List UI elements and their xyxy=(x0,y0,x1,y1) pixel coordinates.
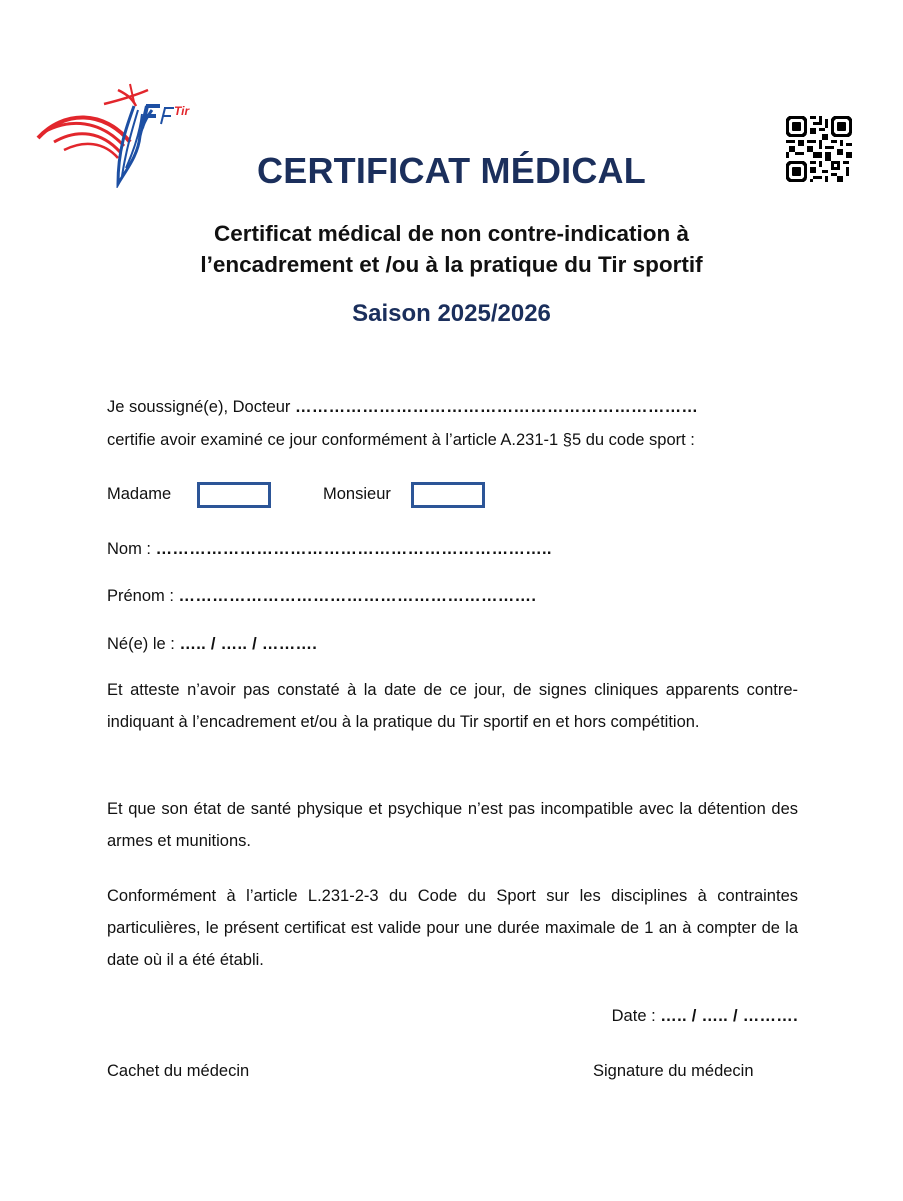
prenom-line xyxy=(107,587,536,606)
prenom-label: Prénom : xyxy=(107,587,174,605)
doctor-label: Je soussigné(e), Docteur xyxy=(107,398,291,416)
signature-label: Signature du médecin xyxy=(593,1062,754,1080)
nom-field[interactable]: …………………………………………………………….. xyxy=(155,540,552,558)
attestation-paragraph: Et atteste n’avoir pas constaté à la date de ce jour, de signes cliniques apparents contre-indiquant à l’encadrement et/ou à la pratique du Tir sportif en et hors compétition. xyxy=(107,681,798,731)
nom-line xyxy=(107,540,552,559)
birthdate-label: Né(e) le : xyxy=(107,635,175,653)
logo-text-tir: Tir xyxy=(174,104,190,118)
monsieur-label: Monsieur xyxy=(323,485,391,503)
health-paragraph: Et que son état de santé physique et psychique n’est pas incompatible avec la détention des armes et munitions. xyxy=(107,800,798,850)
monsieur-checkbox[interactable] xyxy=(411,482,485,508)
nom-label: Nom : xyxy=(107,540,152,558)
prenom-field[interactable]: ………………………………………………………. xyxy=(178,587,537,605)
subtitle-line-2: l’encadrement et /ou à la pratique du Tir sportif xyxy=(200,252,703,277)
doctor-name-field[interactable]: ……………………………………………………………… xyxy=(295,398,699,416)
date-line xyxy=(612,1007,798,1026)
season-label: Saison 2025/2026 xyxy=(352,300,551,327)
page-title: CERTIFICAT MÉDICAL xyxy=(257,150,646,191)
doctor-line xyxy=(107,398,698,417)
madame-label: Madame xyxy=(107,485,172,503)
date-label: Date : xyxy=(611,1007,656,1025)
validity-paragraph: Conformément à l’article L.231-2-3 du Code du Sport sur les disciplines à contraintes particulières, le présent certificat est valide pour une durée maximale de 1 an à compter de la date où il a été établi. xyxy=(107,887,798,969)
birthdate-line xyxy=(107,635,317,654)
subtitle-line-1: Certificat médical de non contre-indication à xyxy=(213,221,690,246)
date-field[interactable]: ….. / ….. / ………. xyxy=(660,1007,798,1025)
cachet-label: Cachet du médecin xyxy=(107,1062,250,1080)
subtitle xyxy=(0,218,903,280)
madame-checkbox[interactable] xyxy=(197,482,271,508)
certify-text: certifie avoir examiné ce jour conformément à l’article A.231-1 §5 du code sport : xyxy=(107,431,695,449)
birthdate-field[interactable]: ….. / ….. / ………. xyxy=(179,635,318,653)
